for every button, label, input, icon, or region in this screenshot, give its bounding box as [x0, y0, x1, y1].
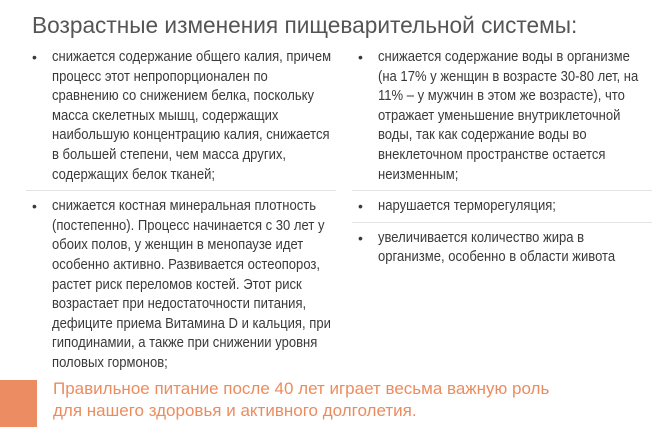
list-item-text: увеличивается количество жира в организме, особенно в области живота: [378, 229, 616, 266]
divider: [352, 190, 652, 191]
footer-line-1: Правильное питание после 40 лет играет весьма важную роль: [53, 379, 550, 398]
footer-callout: [53, 378, 653, 422]
footer-line-2: для нашего здоровья и активного долголетия.: [53, 401, 417, 420]
bullet-icon: •: [358, 198, 363, 215]
bullet-icon: •: [358, 229, 363, 246]
list-item-text: снижается костная минеральная плотность (постепенно). Процесс начинается с 30 лет у обоих полов, у женщин в менопаузе идет особенно активно. Развивается остеопороз, растет риск переломов костей. Этот риск возрастает при недостаточности питания, дефиците приема Витамина D и кальция, при гиподинамии, а также при снижении уровня половых гормонов;: [52, 198, 331, 371]
bullet-icon: •: [358, 49, 363, 65]
page-title: Возрастные изменения пищеварительной системы:: [32, 12, 578, 38]
list-item: [352, 229, 652, 268]
list-item-text: снижается содержание воды в организме (на 17% у женщин в возрасте 30-80 лет, на 11% – у мужчин в этом же возрасте), что отражает уменьшение внутриклеточной воды, так как содержание воды во внеклеточном пространстве остается неизменным;: [378, 49, 639, 183]
divider: [26, 190, 336, 191]
list-item-text: снижается содержание общего калия, причем процесс этот непропорционален по сравнению со снижением белка, поскольку масса скелетных мышц, содержащих наибольшую концентрацию калия, снижается в большей степени, чем масса других, содержащих белок тканей;: [52, 49, 332, 183]
right-column-list: [352, 48, 652, 268]
left-column-list: [26, 48, 336, 374]
list-item-text: нарушается терморегуляция;: [378, 198, 556, 215]
list-item: [352, 197, 652, 217]
accent-bar: [0, 380, 37, 427]
bullet-icon: •: [32, 49, 37, 65]
list-item: [26, 197, 336, 373]
bullet-icon: •: [32, 198, 37, 215]
list-item: [352, 48, 652, 185]
divider: [352, 222, 652, 223]
list-item: [26, 48, 336, 185]
